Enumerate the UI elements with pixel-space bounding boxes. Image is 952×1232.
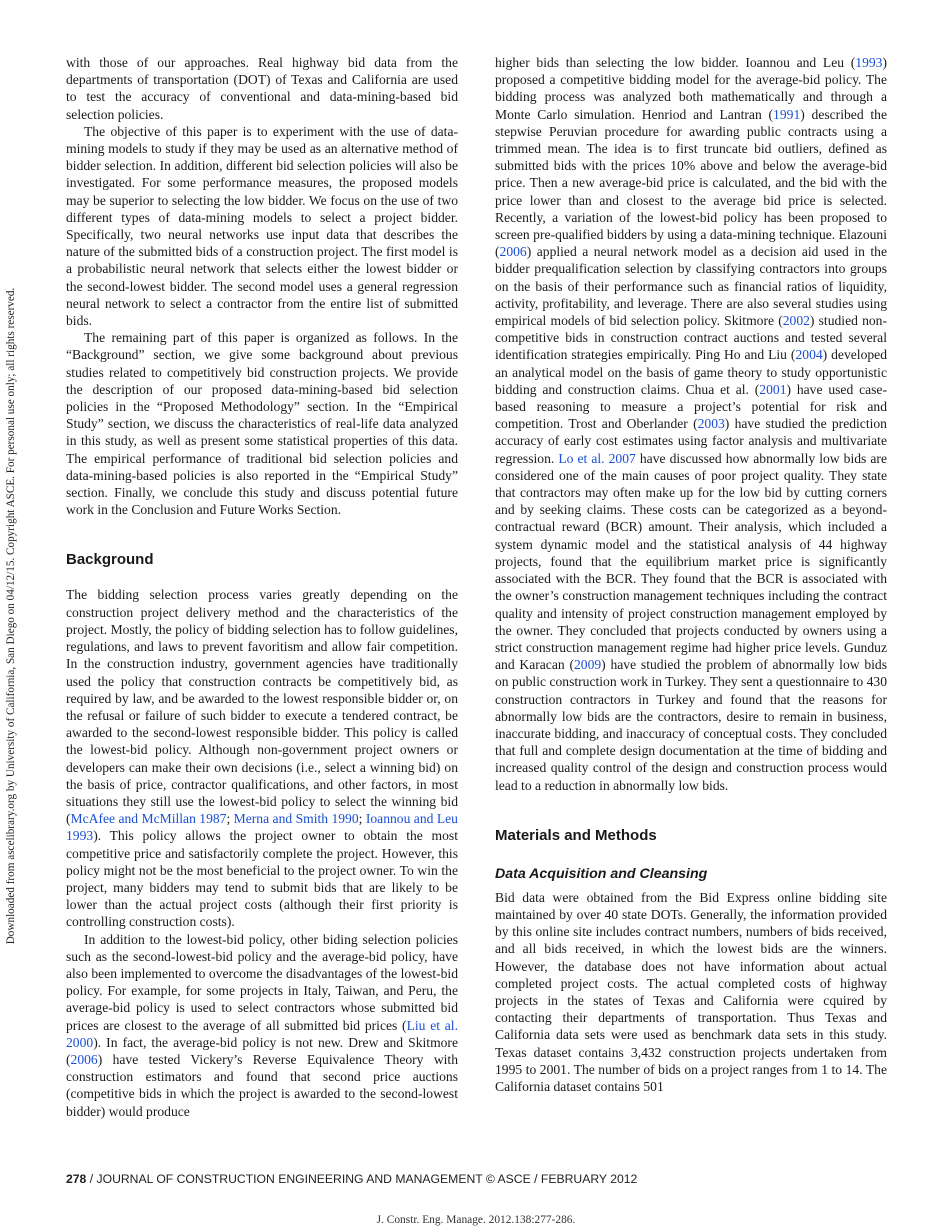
citation-link[interactable]: 2002 — [782, 313, 810, 329]
page-number: 278 — [66, 1172, 87, 1186]
download-notice-text: Downloaded from ascelibrary.org by University of California, San Diego on 04/12/15. Copyright ASCE. For personal use only; all rights reserved. — [5, 287, 17, 945]
citation-link[interactable]: 2003 — [697, 416, 725, 432]
citation-link[interactable]: Lo et al. 2007 — [558, 450, 636, 466]
paragraph: with those of our approaches. Real highway bid data from the departments of transportation (DOT) of Texas and California are used to test the accuracy of conventional and data-mining-based bid selection policies. — [66, 55, 458, 122]
paragraph: The bidding selection process varies greatly depending on the construction project delivery method and the characteristics of the project. Mostly, the policy of bidding selection has to follow guidelines, regulations, and laws to prevent favoritism and allow fair competition. In the construction industry, government agencies have traditionally used the policy that construction contracts be competitively bid, as required by law, and be awarded to the lowest responsible bidder or, on the refusal or failure of such bidder to execute a tendered contract, be awarded to the second-lowest responsible bidder. This policy is called the lowest-bid policy. Although non-government project owners or developers can make their own decisions (i.e., select a winning bid) on the basis of price, contractor qualifications, and other factors, in most situations they still use the lowest-bid policy to select the winning bid (McAfee and McMillan 1987; Merna and Smith 1990; Ioannou and Leu 1993). This policy allows the project owner to obtain the most competitive price and satisfactorily complete the project. However, this policy might not be the most beneficial to the project owner. To win the project, many bidders may tend to submit bids that are likely to be lower than the actual project costs (although their first priority is controlling construction costs). — [66, 587, 458, 930]
section-heading-background: Background — [66, 551, 154, 569]
section-heading-materials: Materials and Methods — [495, 826, 657, 844]
paragraph: The remaining part of this paper is organized as follows. In the “Background” section, we give some background about previous studies related to competitively bid construction projects. We provide the description of our proposed data-mining-based bid selection policies in the “Proposed Methodology” section. In the “Empirical Study” section, we discuss the characteristics of real-life data analyzed in this study, as well as present some statistical properties of this data. The empirical performance of traditional bid selection policies and data-mining-based policies is also reported in the “Empirical Study” section. Finally, we conclude this study and discuss potential future work in the Conclusion and Future Works Section. — [66, 330, 458, 518]
journal-info: / JOURNAL OF CONSTRUCTION ENGINEERING AND MANAGEMENT © ASCE / FEBRUARY 2012 — [86, 1172, 638, 1186]
citation-link[interactable]: 2009 — [573, 657, 602, 673]
article-citation: J. Constr. Eng. Manage. 2012.138:277-286. — [376, 1214, 576, 1226]
paragraph: higher bids than selecting the low bidder. Ioannou and Leu (1993) proposed a competitive bidding model for the average-bid policy. The bidding process was analyzed both mathematically and through a Monte Carlo simulation. Henriod and Lantran (1991) described the stepwise Peruvian procedure for awarding public contracts using a trimmed mean. The idea is to first truncate bid outliers, defined as submitted bids with the prices 10% above and below the average-bid price. Then a new average-bid price is calculated, and the bid with the price lower than and closest to the average bid price is selected. Recently, a variation of the lowest-bid policy has been proposed to screen pre-qualified bidders by using a data-mining technique. Elazouni (2006) applied a neural network model as a decision aid used in the bidder prequalification selection by classifying contractors into groups on the basis of their performance such as financial ratios of liquidity, activity, profitability, and leverage. There are also several studies using empirical models of bid selection policy. Skitmore (2002) studied non-competitive bids in construction contract auctions and tested several identification strategies empirically. Ping Ho and Liu (2004) developed an analytical model on the basis of game theory to study opportunistic bidding and construction claims. Chua et al. (2001) have used case-based reasoning to measure a project’s potential for risk and competition. Trost and Oberlander (2003) have studied the prediction accuracy of early cost estimates using factor analysis and multivariate regression. Lo et al. 2007 have discussed how abnormally low bids are considered one of the main causes of poor project quality. They state that contractors may often make up for the low bid by cutting corners and by seeking claims. These costs can be categorized as a beyond-contractual reward (BCR) amount. Their analysis, which included a system dynamic model and the statistical analysis of 44 highway projects, found that the equilibrium market price is significantly associated with the BCR. They found that the BCR is associated with the owner’s construction management techniques including the contract quality and intensity of project construction management employed by the owner. They concluded that projects conducted by owners using a strict construction management regime had higher price levels. Gunduz and Karacan (2009) have studied the problem of abnormally low bids on public construction work in Turkey. They sent a questionnaire to 430 construction contractors in Turkey and found that the reasons for abnormally low bids are the contractors, desire to remain in business, inaccurate bidding, and inaccuracy of conceptual costs. They concluded that full and complete design documentation at the time of bidding and increased quality control of the design and construction process would lead to a reduction in abnormally low bids. — [495, 55, 887, 793]
citation-link[interactable]: Liu et al. 2000 — [66, 1017, 458, 1050]
left-column — [66, 54, 458, 1120]
paragraph: The objective of this paper is to experiment with the use of data-mining models to study if they may be used as an alternative method of bidder selection. In addition, different bid selection policies will also be investigated. For some performance measures, the proposed models may be superior to selecting the low bidder. We focus on the use of two different types of data-mining models to select a project bidder. Specifically, two neural networks use input data that describes the nature of the submitted bids of a construction project. The first model is a probabilistic neural network that selects either the lowest bidder or the second-lowest bidder. The second model uses a general regression neural network to select a contractor from the entire list of submitted bids. — [66, 123, 458, 329]
citation-link[interactable]: Merna and Smith 1990 — [233, 811, 359, 827]
citation-link[interactable]: 2001 — [759, 381, 787, 397]
citation-link[interactable]: 2006 — [70, 1051, 98, 1067]
paragraph: In addition to the lowest-bid policy, other biding selection policies such as the second-lowest-bid policy and the average-bid policy, have also been implemented to overcome the disadvantages of the lowest-bid policy. For example, for some projects in Italy, Taiwan, and Peru, the average-bid policy is used to select contractors whose submitted bid prices are closest to the average of all submitted bid prices (Liu et al. 2000). In fact, the average-bid policy is not new. Drew and Skitmore (2006) have tested Vickery’s Reverse Equivalence Theory with construction estimators and found that second price auctions (competitive bids in which the project is awarded to the second-lowest bidder) would produce — [66, 931, 458, 1119]
right-column — [495, 54, 887, 1095]
page-footer — [66, 1172, 637, 1186]
citation-link[interactable]: 1991 — [773, 106, 801, 122]
download-notice — [0, 0, 22, 1232]
citation-link[interactable]: 2006 — [499, 244, 527, 260]
citation-link[interactable]: 1993 — [855, 55, 883, 70]
citation-link[interactable]: 2004 — [795, 347, 823, 363]
subsection-heading-data: Data Acquisition and Cleansing — [495, 865, 708, 882]
citation-link[interactable]: McAfee and McMillan 1987 — [70, 811, 227, 827]
citation-link[interactable]: Ioannou and Leu 1993 — [66, 811, 458, 844]
paragraph: Bid data were obtained from the Bid Express online bidding site maintained by over 40 state DOTs. Generally, the information provided by this online site includes contract numbers, numbers of bids received, and all bids received, in which the lowest bids are the winners. However, the database does not have information about actual completed project costs. The actual completed costs of highway projects in the states of Texas and California were cquired by contacting their departments of transportation. Thus Texas and California data sets were used as benchmark data sets in this study. Texas dataset contains 3,432 construction projects undertaken from 1995 to 2001. The number of bids on a project ranges from 1 to 14. The California dataset contains 501 — [495, 889, 887, 1094]
